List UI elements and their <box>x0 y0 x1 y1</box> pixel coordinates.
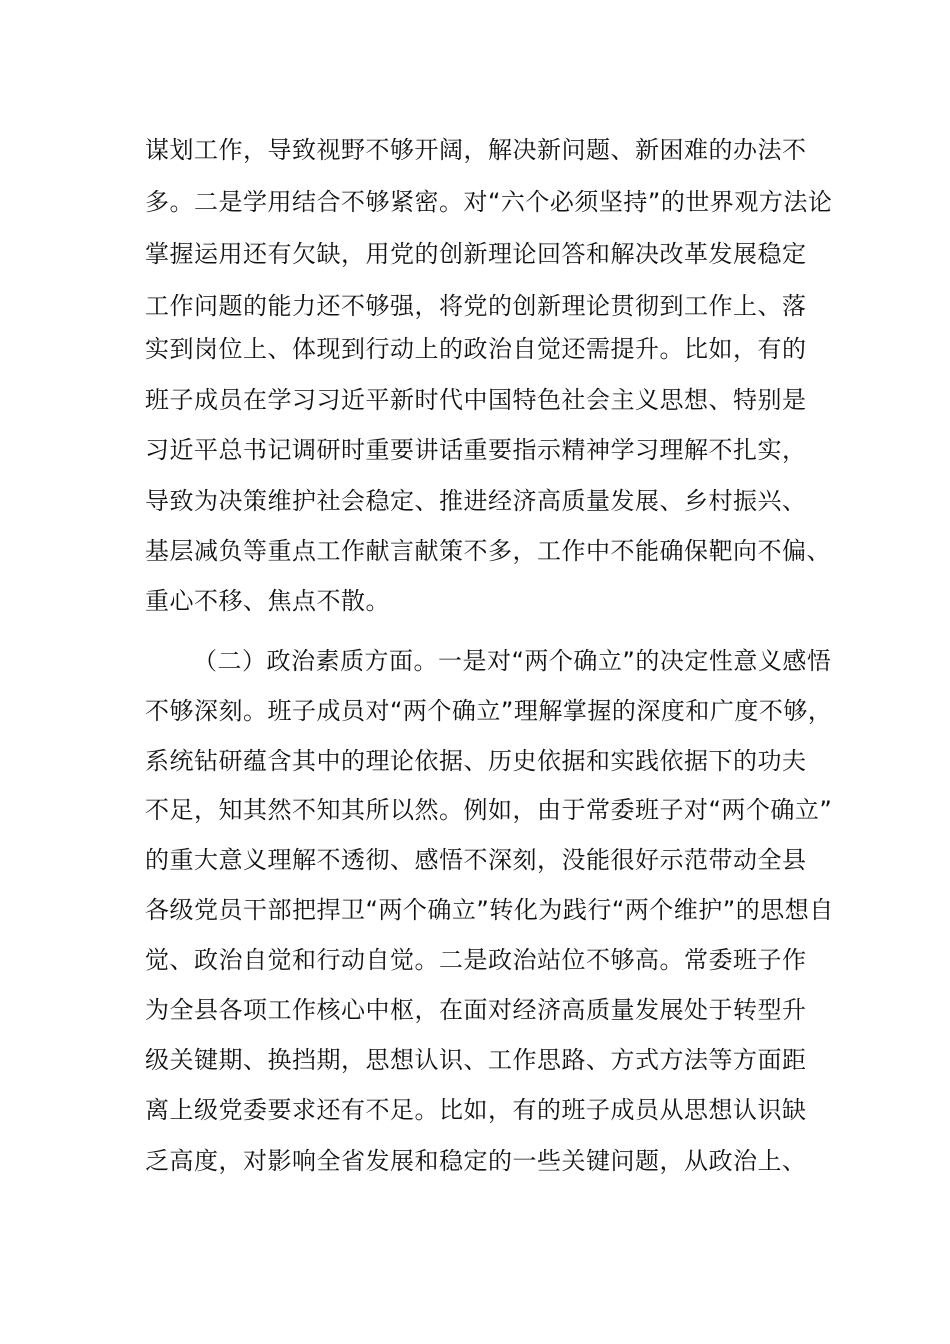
section-heading-line: （二）政治素质方面。一是对“两个确立”的决定性意义感悟 <box>193 647 832 675</box>
text-line: 基层减负等重点工作献言献策不多，工作中不能确保靶向不偏、 <box>145 537 831 565</box>
text-line: 系统钻研蕴含其中的理论依据、历史依据和实践依据下的功夫 <box>145 747 807 775</box>
text-line: 不够深刻。班子成员对“两个确立”理解掌握的深度和广度不够， <box>145 697 833 725</box>
text-line: 不足，知其然不知其所以然。例如，由于常委班子对“两个确立” <box>145 796 833 824</box>
text-line: 离上级党委要求还有不足。比如，有的班子成员从思想认识缺 <box>145 1096 807 1124</box>
text-line: 觉、政治自觉和行动自觉。二是政治站位不够高。常委班子作 <box>145 946 807 974</box>
text-line: 实到岗位上、体现到行动上的政治自觉还需提升。比如，有的 <box>145 335 807 363</box>
text-line: 级关键期、换挡期，思想认识、工作思路、方式方法等方面距 <box>145 1046 807 1074</box>
text-line: 各级党员干部把捍卫“两个确立”转化为践行“两个维护”的思想自 <box>145 896 834 924</box>
text-line: 谋划工作，导致视野不够开阔，解决新问题、新困难的办法不 <box>145 136 807 164</box>
text-line: 为全县各项工作核心中枢，在面对经济高质量发展处于转型升 <box>145 996 807 1024</box>
text-line: 掌握运用还有欠缺，用党的创新理论回答和解决改革发展稳定 <box>145 240 807 268</box>
text-line: 的重大意义理解不透彻、感悟不深刻，没能很好示范带动全县 <box>145 846 807 874</box>
text-line: 乏高度，对影响全省发展和稳定的一些关键问题，从政治上、 <box>145 1147 807 1175</box>
text-line: 班子成员在学习习近平新时代中国特色社会主义思想、特别是 <box>145 386 807 414</box>
text-line: 导致为决策维护社会稳定、推进经济高质量发展、乡村振兴、 <box>145 487 807 515</box>
text-line: 习近平总书记调研时重要讲话重要指示精神学习理解不扎实， <box>145 436 807 464</box>
text-line: 重心不移、焦点不散。 <box>145 587 390 615</box>
text-line: 工作问题的能力还不够强，将党的创新理论贯彻到工作上、落 <box>145 292 807 320</box>
text-line: 多。二是学用结合不够紧密。对“六个必须坚持”的世界观方法论 <box>145 188 833 216</box>
